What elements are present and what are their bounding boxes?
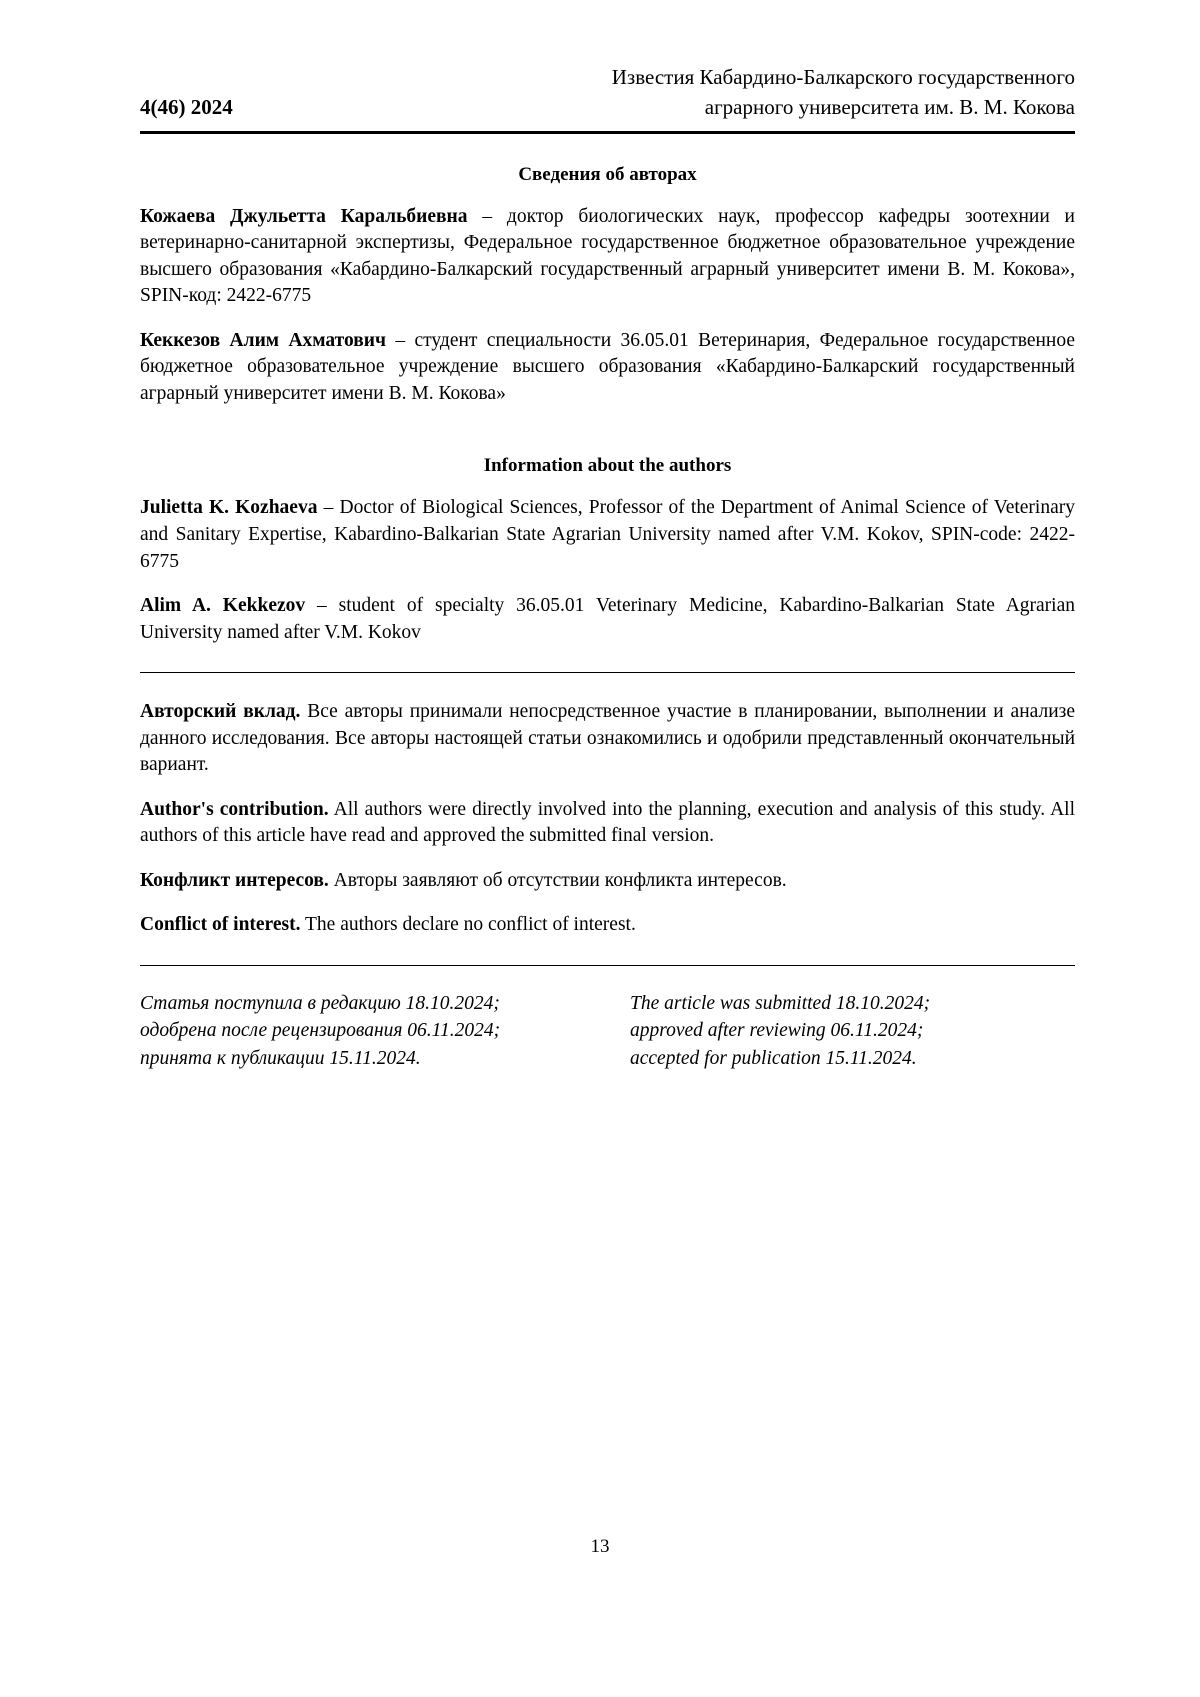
statement-text: Все авторы принимали непосредственное участие в планировании, выполнении и анализе данного исследования. Все авторы настоящей статьи ознакомились и одобрили представленный окончательный вариант.	[140, 701, 1075, 776]
date-accepted-en: accepted for publication 15.11.2024.	[630, 1048, 917, 1070]
statement-text: All authors were directly involved into the planning, execution and analysis of this study. All authors of this article have read and approved the submitted final version.	[140, 798, 1075, 847]
authors-ru-heading: Сведения об авторах	[518, 163, 697, 185]
header-divider	[140, 131, 1075, 134]
author-name: Кеккезов Алим Ахматович	[140, 329, 387, 351]
author-entry-en-1	[140, 495, 1075, 575]
running-header	[140, 0, 1075, 123]
submission-dates-en	[630, 990, 1075, 1073]
date-accepted-ru: принята к публикации 15.11.2024.	[140, 1048, 421, 1070]
date-submitted-ru: Статья поступила в редакцию 18.10.2024;	[140, 992, 500, 1014]
author-affiliation: – Doctor of Biological Sciences, Professor of the Department of Animal Science of Veterinary and Sanitary Expertise, Kabardino-Balkarian State Agrarian University named after V.M. Kokov, SPIN-code: 2422-6775	[140, 497, 1075, 572]
statement-contribution-ru	[140, 699, 1075, 779]
submission-dates	[140, 990, 1075, 1073]
author-entry-en-2	[140, 593, 1075, 646]
date-submitted-en: The article was submitted 18.10.2024;	[630, 992, 931, 1014]
statement-text: Авторы заявляют об отсутствии конфликта интересов.	[328, 869, 787, 891]
journal-title-line1: Известия Кабардино-Балкарского государственного	[611, 65, 1075, 89]
author-name: Alim A. Kekkezov	[140, 595, 306, 617]
authors-en-heading: Information about the authors	[483, 455, 732, 477]
statement-conflict-en	[140, 912, 1075, 939]
statement-conflict-ru	[140, 868, 1075, 895]
author-affiliation: – student of specialty 36.05.01 Veterinary Medicine, Kabardino-Balkarian State Agrarian University named after V.M. Kokov	[140, 595, 1076, 643]
submission-dates-ru	[140, 990, 630, 1073]
statement-label: Авторский вклад.	[140, 701, 301, 723]
author-affiliation: – доктор биологических наук, профессор кафедры зоотехнии и ветеринарно-санитарной экспертизы, Федеральное государственное бюджетное образовательное учреждение высшего образования «Кабардино-Балкарский государственный аграрный университет имени В. М. Кокова», SPIN-код: 2422-6775	[140, 205, 1075, 307]
journal-title-line2: аграрного университета им. В. М. Кокова	[704, 95, 1075, 120]
statement-contribution-en	[140, 797, 1075, 850]
date-reviewed-ru: одобрена после рецензирования 06.11.2024;	[140, 1020, 501, 1042]
author-entry-ru-2	[140, 328, 1075, 408]
statement-label: Conflict of interest.	[140, 914, 301, 936]
author-affiliation: – студент специальности 36.05.01 Ветеринария, Федеральное государственное бюджетное образовательное учреждение высшего образования «Кабардино-Балкарский государственный аграрный университет имени В. М. Кокова»	[140, 329, 1076, 404]
statement-label: Конфликт интересов.	[140, 869, 329, 891]
issue-number: 4(46) 2024	[140, 94, 233, 119]
author-name: Julietta K. Kozhaeva	[140, 497, 318, 519]
statement-text: The authors declare no conflict of interest.	[300, 914, 636, 936]
date-reviewed-en: approved after reviewing 06.11.2024;	[630, 1020, 924, 1042]
journal-title	[233, 62, 1075, 123]
page-content	[140, 0, 1075, 1073]
page-number: 13	[590, 1536, 610, 1557]
statements-block	[140, 699, 1075, 939]
author-entry-ru-1	[140, 204, 1075, 310]
dates-divider	[140, 965, 1075, 966]
statements-divider-top	[140, 672, 1075, 673]
author-name: Кожаева Джульетта Каральбиевна	[140, 205, 468, 227]
statement-label: Author's contribution.	[140, 798, 329, 820]
